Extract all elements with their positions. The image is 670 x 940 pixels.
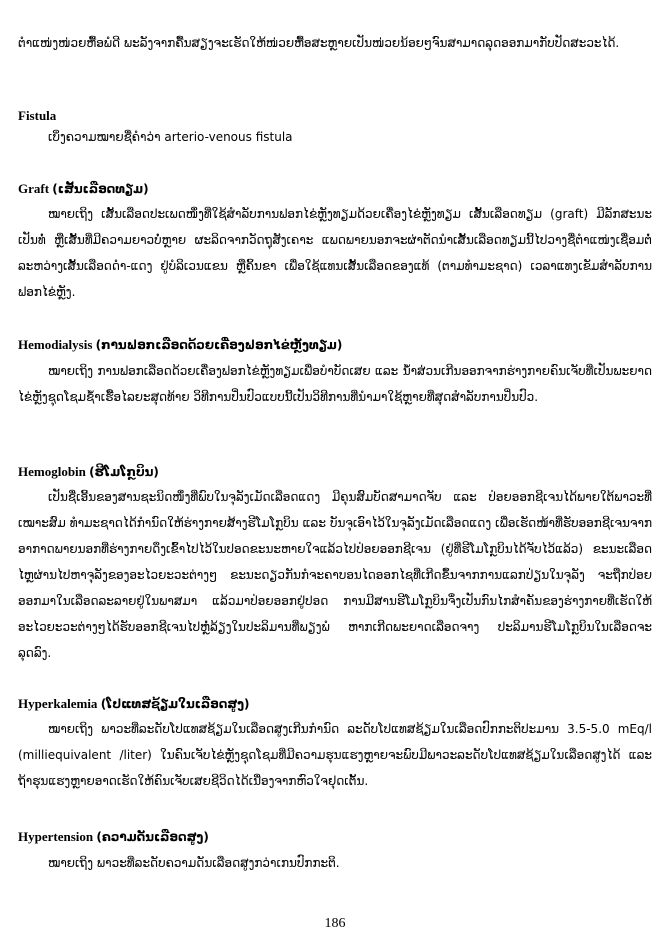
entry-term: Hemodialysis [18,337,93,352]
entry-term: Graft [18,181,50,196]
entry-term: Fistula [18,108,57,123]
intro-paragraph: ຕຳແໜ່ງໜ່ວຍຫື້ອພໍດີ ພະລັງຈາກຄື້ນສຽງຈະເຮັດໃຫ້ໜ່ວຍຫື້ອສະຫຼາຍເປັນໜ່ວຍນ້ອຍໆຈົນສາມາດລຸດອອກມາກັບປັດສະວະໄດ້. [18,36,620,50]
entry-heading-hemoglobin [18,463,159,481]
entry-body-hemodialysis: ໝາຍເຖິງ ການຟອກເລືອດດ້ວຍເຄື່ອງຟອກໄຂ່ຫຼັງທຽມເພື່ອບຳບັດເສຍ ແລະ ນ້ຳສ່ວນເກີນອອກຈາກຮ່າງກາຍຄົນເຈັບທີ່ເປັນພະຍາດໄຂ່ຫຼັງຊຸດໂຊມຊ້ຳເຮື້ອໄລຍະສຸດທ້າຍ ວິທີການປິ່ນປົວແບບນີ້ເປັນວິທີການທີ່ນຳມາໃຊ້ຫຼາຍທີ່ສຸດສຳລັບການປິ່ນປົວ. [18,364,652,404]
entry-term-lao: (ເສັ້ນເລືອດທຽມ) [52,182,149,196]
entry-term-lao: (ການຟອກເລືອດດ້ວຍເຄື່ອງຟອກໄຂ່ຫຼັງທຽມ) [95,338,343,352]
page-number: 186 [324,916,346,931]
entry-term: Hemoglobin [18,464,86,479]
entry-term-lao: (ໂປແທສຊ້ຽມໃນເລືອດສູງ) [100,697,250,711]
entry-body-hemoglobin: ເປັນຊື່ເອີ້ນຂອງສານຊະນິດໜຶ່ງທີ່ພົບໃນຈຸລັງເມັດເລືອດແດງ ມີຄຸນສົມບັດສາມາດຈັບ ແລະ ປ່ອຍອອກຊີເຈນໄດ້ພາຍໃຕ້ພາວະທີ່ເໝາະສົມ ທຳມະຊາດໄດ້ກຳນົດໃຫ້ຮ່າງກາຍສ້າງຮີໂມໂກຼບິນ ແລະ ບັນຈຸເອົາໄວ້ໃນຈຸລັງເມັດເລືອດແດງ ເພື່ອເຮັດໜ້າທີ່ຮັບອອກຊີເຈນຈາກອາກາດພາຍນອກທີ່ຮ່າງກາຍດຶງເຂົ້າໄປໄວ້ໃນປອດຂະນະຫາຍໃຈແລ້ວໄປປ່ອຍອອກຊີເຈນ (ຢູ່ທີ່ຮີໂມໂກຼບິນໄດ້ຈັບໄວ້ແລ້ວ) ຂະນະເລືອດໄຫຼຜ່ານໄປຫາຈຸລັງຂອງອະໄວຍະວະຕ່າງໆ ຂະນະດຽວກັນກໍຈະຄາບອນໄດອອກໄຊທີ່ເກີດຂຶ້ນຈາກການແລກປ່ຽນໃນຈຸລັງ ຈະຖືກປ່ອຍອອກມາໃນເລືອດລະລາຍຢູ່ໃນພາສມາ ແລ້ວມາປ່ອຍອອກຢູ່ປອດ ການມີສານຮີໂມໂກຼບິນຈຶ່ງເປັນກົນໄກສຳຄັນຂອງຮ່າງກາຍທີ່ເຮັດໃຫ້ອະໄວຍະວະຕ່າງໆໄດ້ຮັບອອກຊີເຈນໄປຫຼໍ່ລ້ຽງໃນປະລິມານທີ່ພຽງພໍ ຫາກເກີດພະຍາດເລືອດຈາງ ປະລິມານຮີໂມໂກຼບິນໃນເລືອດຈະລຸດລົງ. [18,490,652,660]
entry-term-lao: (ຄວາມດັນເລືອດສູງ) [96,830,209,844]
entry-term: Hyperkalemia [18,696,98,711]
entry-term-lao: (ຮີໂມໂກຼບິນ) [89,465,159,479]
entry-body-fistula: ເບິ່ງຄວາມໝາຍຊື່ຄຳວ່າ arterio-venous fistula [48,130,293,144]
entry-body-hyperkalemia: ໝາຍເຖິງ ພາວະທີ່ລະດັບໂປແທສຊ້ຽມໃນເລືອດສູງເກີນກຳນົດ ລະດັບໂປແທສຊ້ຽມໃນເລືອດປົກກະຕິປະມານ 3.5-5.0 mEq/l (milliequivalent /liter) ໃນຄົນເຈັບໄຂ່ຫຼັງຊຸດໂຊມທີ່ມີຄວາມຮຸນແຮງຫຼາຍຈະພົບມີພາວະລະດັບໂປແທສຊ້ຽມໃນເລືອດສູງໄດ້ ແລະ ຖ້າຮຸນແຮງຫຼາຍອາດເຮັດໃຫ້ຄົນເຈັບເສຍຊີວິດໄດ້ເນື່ອງຈາກຫົວໃຈຢຸດເຕັ້ນ. [18,722,652,788]
entry-body-graft: ໝາຍເຖິງ ເສັ້ນເລືອດປະເພດໜຶ່ງທີ່ໃຊ້ສຳລັບການຟອກໄຂ່ຫຼັງທຽມດ້ວຍເຄື່ອງໄຂ່ຫຼັງທຽມ ເສັ້ນເລືອດທຽມ (graft) ມີລັກສະນະເປັນທໍ່ ຫຼືເສັ້ນທີ່ມີຄວາມຍາວບໍ່ຫຼາຍ ຜະລິດຈາກວັດຖຸສັງເຄາະ ແພດພາຍນອກຈະຜ່າຕັດນຳເສັ້ນເລືອດທຽມນີ້ໄປວາງຊື່ຕຳແໜ່ງເຊື່ອມຕໍ່ລະຫວ່າງເສັ້ນເລືອດດຳ-ແດງ ຢູ່ບໍລິເວນແຂນ ຫຼືຄິ້ນຂາ ເພື່ອໃຊ້ແທນເສັ້ນເລືອດຂອງແທ້ (ຕາມທຳມະຊາດ) ເວລາແທງເຂັມສຳລັບການຟອກໄຂ່ຫຼັງ. [18,207,652,299]
entry-body-hypertension: ໝາຍເຖິງ ພາວະທີ່ລະດັບຄວາມດັນເລືອດສູງກວ່າເກນປົກກະຕິ. [48,856,340,870]
entry-heading-fistula [18,107,56,125]
entry-heading-hypertension [18,828,209,846]
entry-heading-hemodialysis [18,336,342,354]
entry-term: Hypertension [18,829,94,844]
entry-heading-hyperkalemia [18,695,250,713]
entry-heading-graft [18,180,149,198]
